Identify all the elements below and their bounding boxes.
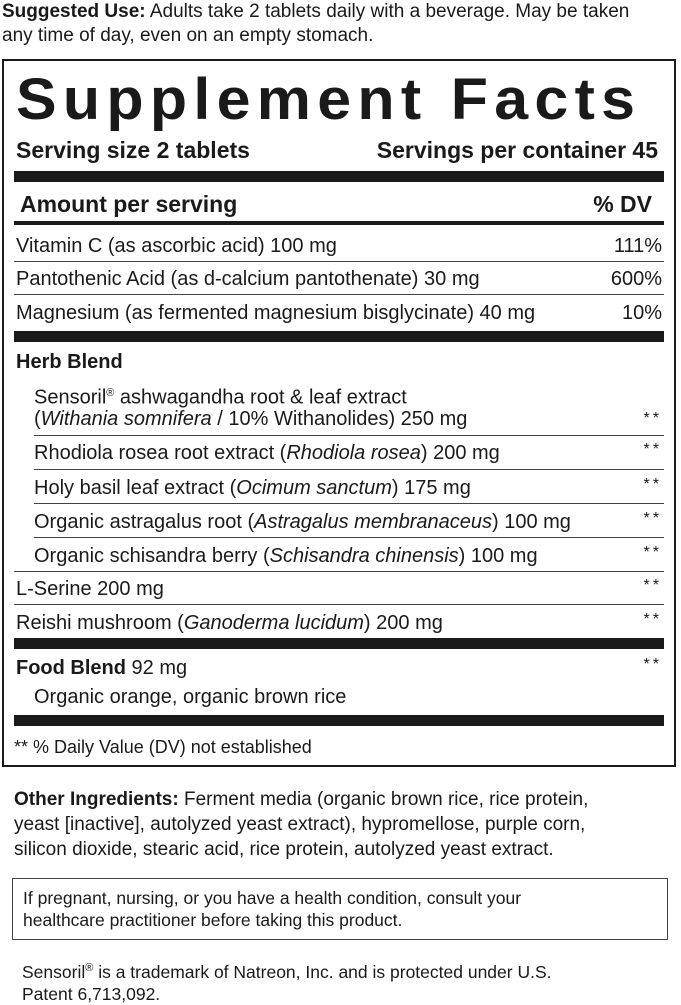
dv-stars: ** xyxy=(643,510,662,527)
herb-text: ) 100 mg xyxy=(458,545,538,567)
warning-box xyxy=(12,878,668,940)
warning-text: healthcare practitioner before taking this product. xyxy=(23,910,403,930)
dv-stars: ** xyxy=(643,476,662,493)
dv-stars: ** xyxy=(643,441,662,458)
herb-text: ) 100 mg xyxy=(492,511,571,533)
trademark-notice xyxy=(22,957,662,1005)
food-blend-row xyxy=(16,655,662,681)
herb-item-rhodiola xyxy=(34,440,662,466)
nutrient-row xyxy=(16,266,662,292)
herb-latin-name: Astragalus membranaceus xyxy=(254,511,492,533)
thick-divider xyxy=(14,171,664,182)
registered-mark: ® xyxy=(106,387,115,399)
row-divider xyxy=(14,261,664,262)
food-blend-label: Food Blend xyxy=(16,657,126,679)
dv-stars: ** xyxy=(643,410,662,427)
herb-text: Organic astragalus root ( xyxy=(34,511,255,533)
row-divider xyxy=(14,604,664,605)
other-ingredients-text: yeast [inactive], autolyzed yeast extract), hypromellose, purple corn, xyxy=(14,814,586,835)
row-divider xyxy=(14,571,664,572)
herb-text: Rhodiola rosea root extract ( xyxy=(34,442,287,464)
herb-item-schisandra xyxy=(34,543,662,569)
row-divider xyxy=(34,469,664,470)
food-blend-items: Organic orange, organic brown rice xyxy=(34,686,347,708)
other-ingredients xyxy=(14,787,664,862)
nutrient-dv: 10% xyxy=(621,302,662,324)
herb-latin-name: Ganoderma lucidum xyxy=(183,612,364,634)
row-divider xyxy=(34,435,664,436)
other-ingredients-text: silicon dioxide, stearic acid, rice protein, autolyzed yeast extract. xyxy=(14,839,554,860)
nutrient-row xyxy=(16,233,662,259)
herb-item-astragalus xyxy=(34,509,662,535)
herb-blend-label: Herb Blend xyxy=(16,351,123,373)
suggested-use-label: Suggested Use: xyxy=(2,1,146,22)
servings-per-container: Servings per container 45 xyxy=(376,137,658,163)
thick-divider xyxy=(14,331,664,342)
dv-stars: ** xyxy=(643,611,662,628)
herb-item-holy-basil xyxy=(34,475,662,501)
herb-text: ) 200 mg xyxy=(420,442,500,464)
item-reishi xyxy=(16,610,662,636)
medium-divider xyxy=(14,221,664,225)
herb-text: ashwagandha root & leaf extract xyxy=(114,386,407,409)
herb-text: / 10% Withanolides) 250 mg xyxy=(211,408,468,430)
herb-text: ) 200 mg xyxy=(363,612,443,634)
food-blend-amount: 92 mg xyxy=(125,657,188,679)
nutrient-row xyxy=(16,300,662,326)
panel-title: Supplement Facts xyxy=(16,67,642,132)
other-ingredients-label: Other Ingredients: xyxy=(14,789,179,810)
trademark-text: Patent 6,713,092. xyxy=(22,983,161,1004)
herb-text: Sensoril xyxy=(34,386,107,409)
nutrient-name: Vitamin C (as ascorbic acid) 100 mg xyxy=(16,235,337,257)
suggested-use-text-2: any time of day, even on an empty stomach. xyxy=(2,25,374,46)
dv-stars: ** xyxy=(643,577,662,594)
other-ingredients-text: Ferment media (organic brown rice, rice protein, xyxy=(178,789,589,810)
herb-text: Organic schisandra berry ( xyxy=(34,545,270,567)
herb-item-sensoril-detail xyxy=(34,406,662,432)
nutrient-dv: 600% xyxy=(610,268,662,290)
herb-text: Reishi mushroom ( xyxy=(16,612,184,634)
row-divider xyxy=(14,294,664,295)
registered-mark: ® xyxy=(85,962,94,974)
suggested-use-text-1: Adults take 2 tablets daily with a beverage. May be taken xyxy=(145,1,630,22)
herb-text: ) 175 mg xyxy=(391,477,471,499)
row-divider xyxy=(34,503,664,504)
amount-header: Amount per serving xyxy=(20,191,238,217)
herb-latin-name: Withania somnifera xyxy=(40,408,212,430)
herb-latin-name: Schisandra chinensis xyxy=(269,545,459,567)
thick-divider xyxy=(14,638,664,649)
trademark-text: is a trademark of Natreon, Inc. and is protected under U.S. xyxy=(93,961,552,982)
herb-latin-name: Rhodiola rosea xyxy=(286,442,421,464)
herb-text: ( xyxy=(34,408,41,430)
row-divider xyxy=(34,537,664,538)
dv-footnote: ** % Daily Value (DV) not established xyxy=(14,737,312,757)
nutrient-name: Pantothenic Acid (as d-calcium pantothenate) 30 mg xyxy=(16,268,480,290)
serving-size: Serving size 2 tablets xyxy=(16,137,250,163)
nutrient-dv: 111% xyxy=(613,235,662,257)
warning-text: If pregnant, nursing, or you have a health condition, consult your xyxy=(23,888,522,908)
supplement-facts-panel xyxy=(2,59,676,767)
herb-text: Holy basil leaf extract ( xyxy=(34,477,237,499)
trademark-text: Sensoril xyxy=(22,961,86,982)
dv-header: % DV xyxy=(593,191,652,217)
item-l-serine: L-Serine 200 mg xyxy=(16,578,164,600)
dv-stars: ** xyxy=(643,544,662,561)
dv-stars: ** xyxy=(643,656,662,673)
suggested-use xyxy=(2,0,678,48)
herb-latin-name: Ocimum sanctum xyxy=(236,477,392,499)
thick-divider xyxy=(14,715,664,726)
nutrient-name: Magnesium (as fermented magnesium bisglycinate) 40 mg xyxy=(16,302,536,324)
